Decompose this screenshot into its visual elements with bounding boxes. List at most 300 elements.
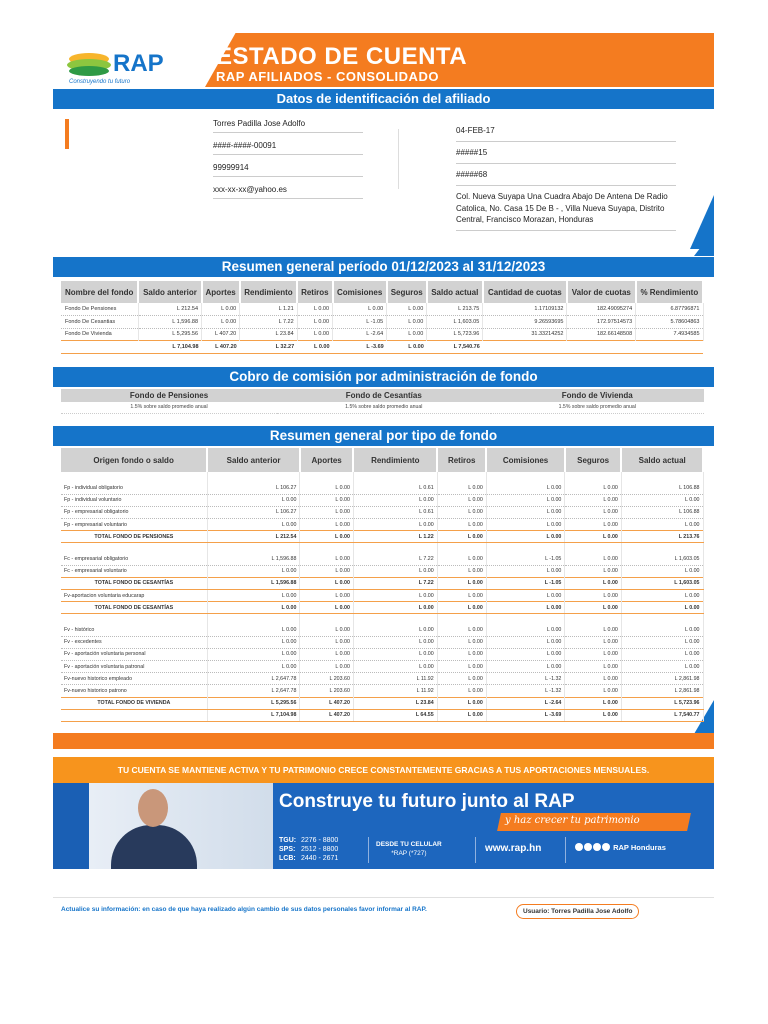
total-cell: L 407.20 [300,697,354,709]
table-cell: Fv-aportacion voluntaria educarap [61,590,207,602]
total-cell: L 5,723.96 [621,697,703,709]
total-row [61,697,703,709]
table-row [61,316,703,329]
comision-title: Cobro de comisión por administración de fondo [53,367,714,387]
spacer-row [61,472,703,482]
total-cell: L 1.22 [353,531,437,543]
table-cell: L 11.92 [353,673,437,685]
table-cell: L 0.00 [565,624,621,636]
table-cell: L 0.00 [207,590,300,602]
table-cell: L 0.00 [565,565,621,577]
spacer-cell [207,472,300,482]
table-cell: L 0.00 [353,494,437,506]
table-cell: L 0.00 [486,636,565,648]
table-cell: L 0.00 [300,590,354,602]
table-cell: L 0.00 [207,494,300,506]
column-header: Aportes [300,448,354,472]
total-cell: L 0.00 [565,602,621,614]
table-cell: L 5,295.56 [138,328,201,341]
table-cell: L 106.27 [207,506,300,518]
total-cell: L 0.00 [437,602,486,614]
spacer-cell [486,614,565,624]
phone-list [279,836,338,863]
phone-number: 2276 - 8800 [300,837,339,844]
spacer-cell [353,614,437,624]
table-cell: L 0.00 [565,685,621,697]
table-cell: L 0.00 [565,648,621,660]
table-cell: L 106.27 [207,482,300,494]
table-cell: L -2.64 [333,328,387,341]
total-cell: TOTAL FONDO DE PENSIONES [61,531,207,543]
total-row [61,577,703,589]
table-cell: L 0.00 [300,553,354,565]
table-cell: L 0.00 [621,590,703,602]
table-cell: L 0.00 [353,590,437,602]
spacer-cell [207,543,300,553]
table-cell: L 2,861.98 [621,685,703,697]
resumen-table [61,281,704,354]
total-cell: L -3.69 [486,709,565,721]
total-cell: L 0.00 [565,697,621,709]
table-cell: L 0.00 [486,565,565,577]
table-cell: L 2,647.78 [207,685,300,697]
table-cell: Fv - aportación voluntaria personal [61,648,207,660]
column-header: Fondo de Pensiones [61,389,277,402]
column-header: Saldo actual [621,448,703,472]
total-cell [61,709,207,721]
table-cell: L 0.00 [437,590,486,602]
statement-page [53,33,714,722]
cel-number: *RAP (*727) [391,850,427,857]
column-header: Fondo de Cesantías [277,389,490,402]
table-cell: L 0.00 [297,303,332,316]
table-cell: L 0.00 [207,636,300,648]
table-cell: L 0.00 [621,519,703,531]
table-cell: L 0.00 [300,565,354,577]
spacer-cell [61,472,207,482]
table-cell: 1.17109132 [483,303,567,316]
table-cell: L 0.00 [297,316,332,329]
orange-strip [53,733,714,749]
column-header: Seguros [565,448,621,472]
spacer-cell [300,614,354,624]
table-cell: L 203.60 [300,673,354,685]
table-cell: L 0.00 [353,624,437,636]
table-row [61,648,703,660]
table-cell: Fv - histórico [61,624,207,636]
total-cell: L 0.00 [486,531,565,543]
table-cell: L 203.60 [300,685,354,697]
total-cell [636,341,703,354]
total-cell: L 0.00 [300,531,354,543]
table-cell: L 0.00 [565,553,621,565]
total-cell: L 7,104.98 [138,341,201,354]
table-cell: Fp - empresarial obligatorio [61,506,207,518]
linkedin-icon[interactable] [602,843,610,851]
footer-note: Actualice su información: en caso de que haya realizado algún cambio de sus datos personales favor informar al RAP. [61,906,427,913]
table-cell: L 0.00 [300,519,354,531]
table-cell: 1.5% sobre saldo promedio anual [61,402,277,414]
table-cell: L 0.00 [207,565,300,577]
table-row [61,553,703,565]
column-header: % Rendimiento [636,281,703,303]
spacer-cell [565,614,621,624]
table-cell: L 2,861.98 [621,673,703,685]
table-cell: L 407.20 [202,328,240,341]
table-cell: L 0.00 [207,648,300,660]
table-cell: Fp - individual voluntario [61,494,207,506]
total-cell: L 0.00 [297,341,332,354]
total-cell: L 407.20 [300,709,354,721]
table-cell: L 0.00 [565,494,621,506]
table-cell: L 0.00 [437,673,486,685]
column-header: Seguros [387,281,427,303]
column-header: Comisiones [486,448,565,472]
total-cell: L 32.27 [240,341,297,354]
table-cell: Fondo De Pensiones [61,303,138,316]
phone-number: 2440 - 2671 [300,855,339,862]
total-cell: L 1,596.88 [207,577,300,589]
rap-logo [61,41,171,85]
table-cell: Fc - empresarial obligatorio [61,553,207,565]
spacer-cell [353,543,437,553]
divider [475,837,476,863]
table-cell: 182.66148508 [567,328,636,341]
total-cell: L 213.76 [621,531,703,543]
table-cell: L 0.00 [437,565,486,577]
total-cell: L 64.55 [353,709,437,721]
total-cell: L 0.00 [437,531,486,543]
table-cell: L 0.00 [353,660,437,672]
spacer-row [61,543,703,553]
facebook-icon[interactable] [575,843,583,851]
table-cell: L -1.05 [333,316,387,329]
table-row [61,519,703,531]
table-cell: L 0.00 [387,328,427,341]
divider [53,897,714,898]
affiliate-email: xxx-xx-xx@yahoo.es [213,185,363,199]
table-row [61,303,703,316]
total-cell: L 7,104.98 [207,709,300,721]
table-cell: L 0.00 [486,506,565,518]
total-row [61,602,703,614]
table-cell: L 0.00 [437,636,486,648]
table-cell: L 213.75 [427,303,483,316]
affiliate-address: Col. Nueva Suyapa Una Cuadra Abajo De Antena De Radio Catolica, No. Casa 15 De B - , Villa Nueva Suyapa, Distrito Central, Francisco Morazan, Honduras [456,191,676,231]
column-header: Aportes [202,281,240,303]
table-cell: L 0.00 [353,519,437,531]
total-cell: TOTAL FONDO DE CESANTÍAS [61,602,207,614]
column-header: Rendimiento [353,448,437,472]
table-cell: L 0.00 [565,482,621,494]
table-row [61,494,703,506]
table-cell: L 0.00 [353,648,437,660]
table-cell: L 212.54 [138,303,201,316]
table-row [61,636,703,648]
phone-city: LCB: [279,855,296,862]
total-cell: TOTAL FONDO DE CESANTÍAS [61,577,207,589]
phone-city: TGU: [279,837,297,844]
table-cell: 7.4934585 [636,328,703,341]
spacer-cell [565,472,621,482]
table-row [61,328,703,341]
table-cell: 172.97514573 [567,316,636,329]
table-row [61,624,703,636]
spacer-cell [61,614,207,624]
table-cell: L 0.00 [300,506,354,518]
table-cell: L -1.32 [486,673,565,685]
total-cell: L 407.20 [202,341,240,354]
phone-number: 2512 - 8800 [300,846,339,853]
total-row [61,531,703,543]
table-cell: L 0.00 [300,660,354,672]
table-cell: L 0.00 [621,636,703,648]
table-cell: L -1.32 [486,685,565,697]
user-badge: Usuario: Torres Padilla Jose Adolfo [516,904,639,919]
page-subtitle: RAP AFILIADOS - CONSOLIDADO [216,69,439,84]
banner-title: Construye tu futuro junto al RAP [279,791,575,812]
table-cell: L 0.00 [621,624,703,636]
table-cell: 5.78604863 [636,316,703,329]
table-cell: 1.5% sobre saldo promedio anual [277,402,490,414]
table-cell: L 0.00 [353,636,437,648]
column-header: Saldo anterior [207,448,300,472]
table-cell: L 0.00 [437,624,486,636]
table-cell: Fv-nuevo historico empleado [61,673,207,685]
website-link[interactable]: www.rap.hn [485,843,542,854]
spacer-cell [621,543,703,553]
affiliate-name: Torres Padilla Jose Adolfo [213,119,363,133]
total-cell: L 7,540.76 [427,341,483,354]
column-header: Nombre del fondo [61,281,138,303]
table-cell: L -1.05 [486,553,565,565]
affiliate-phone: 99999914 [213,163,363,177]
total-row [61,341,703,354]
table-cell: 9.26593695 [483,316,567,329]
column-header: Valor de cuotas [567,281,636,303]
column-header: Retiros [437,448,486,472]
table-cell: L 0.00 [207,660,300,672]
column-header: Saldo anterior [138,281,201,303]
divider [398,129,399,189]
total-cell: L 0.00 [621,602,703,614]
resumen-title: Resumen general período 01/12/2023 al 31/12/2023 [53,257,714,277]
spacer-cell [565,543,621,553]
affiliate-field-2: #####15 [456,147,676,164]
table-cell: L 0.00 [621,565,703,577]
table-cell: Fv - excedentes [61,636,207,648]
table-cell: L 106.88 [621,506,703,518]
table-cell: L 5,723.96 [427,328,483,341]
table-cell: L 1.21 [240,303,297,316]
total-cell: L 7.22 [353,577,437,589]
affiliate-field-3: #####68 [456,169,676,186]
table-cell: L 0.00 [300,482,354,494]
total-cell: L 0.00 [353,602,437,614]
logo-tagline: Construyendo tu futuro [69,79,131,85]
table-cell: L 0.61 [353,482,437,494]
table-cell: L 0.00 [300,624,354,636]
table-cell: L 1,596.88 [138,316,201,329]
page-title: ESTADO DE CUENTA [216,43,468,70]
table-cell: L 0.00 [486,648,565,660]
spacer-cell [486,472,565,482]
total-cell: L 0.00 [207,602,300,614]
table-row [61,482,703,494]
accent-corner [690,195,714,249]
table-cell: L 0.00 [565,636,621,648]
spacer-cell [437,614,486,624]
total-row [61,709,703,721]
total-cell [483,341,567,354]
table-cell: L 0.00 [621,660,703,672]
table-cell: L 0.00 [437,660,486,672]
total-cell: L -2.64 [486,697,565,709]
spacer-cell [61,543,207,553]
tipo-table [61,448,704,722]
table-cell: Fc - empresarial voluntario [61,565,207,577]
table-cell: L 0.61 [353,506,437,518]
accent-bar [65,119,69,149]
table-cell: L 0.00 [202,316,240,329]
table-cell: L 1,603.05 [427,316,483,329]
total-cell [61,341,138,354]
ident-block [53,109,714,249]
table-cell: L 7.22 [353,553,437,565]
table-row [61,590,703,602]
total-cell: L 5,295.56 [207,697,300,709]
spacer-cell [300,472,354,482]
header [53,33,714,89]
social-links[interactable] [575,843,666,852]
spacer-cell [621,472,703,482]
spacer-cell [353,472,437,482]
spacer-cell [486,543,565,553]
table-cell: 31.33214252 [483,328,567,341]
spacer-cell [437,543,486,553]
table-cell: L 0.00 [565,519,621,531]
table-cell: Fp - individual obligatorio [61,482,207,494]
table-cell: L 0.00 [565,660,621,672]
total-cell: L 23.84 [353,697,437,709]
banner-tag: y haz crecer tu patrimonio [505,815,640,826]
twitter-icon[interactable] [593,843,601,851]
promo-message: TU CUENTA SE MANTIENE ACTIVA Y TU PATRIMONIO CRECE CONSTANTEMENTE GRACIAS A TUS APORTACIONES MENSUALES. [53,757,714,783]
table-cell: L 0.00 [387,303,427,316]
table-cell: L 0.00 [486,590,565,602]
table-cell: L 0.00 [333,303,387,316]
divider [368,837,369,863]
column-header: Cantidad de cuotas [483,281,567,303]
phone-city: SPS: [279,846,296,853]
column-header: Rendimiento [240,281,297,303]
total-cell: L 0.00 [565,531,621,543]
table-cell: L 0.00 [486,519,565,531]
total-cell: L 212.54 [207,531,300,543]
table-cell: L 0.00 [353,565,437,577]
spacer-cell [437,472,486,482]
total-cell: TOTAL FONDO DE VIVIENDA [61,697,207,709]
total-cell [567,341,636,354]
table-cell: 182.49095274 [567,303,636,316]
table-cell: L 0.00 [437,482,486,494]
total-cell: L -1.05 [486,577,565,589]
spacer-row [61,614,703,624]
table-cell: L 0.00 [387,316,427,329]
table-row [61,565,703,577]
spacer-cell [621,614,703,624]
table-cell: L 0.00 [565,673,621,685]
table-cell: 6.87796871 [636,303,703,316]
column-header: Saldo actual [427,281,483,303]
table-cell: L 0.00 [621,494,703,506]
table-cell: L 0.00 [202,303,240,316]
column-header: Retiros [297,281,332,303]
table-cell: L 1,603.05 [621,553,703,565]
statement-date: 04-FEB-17 [456,125,676,142]
ident-section-title: Datos de identificación del afiliado [53,89,714,109]
spacer-cell [207,614,300,624]
table-row [61,506,703,518]
column-header: Fondo de Vivienda [491,389,704,402]
table-cell: Fp - empresarial voluntario [61,519,207,531]
table-cell: L 23.84 [240,328,297,341]
column-header: Origen fondo o saldo [61,448,207,472]
total-cell: L -3.69 [333,341,387,354]
table-cell: L 0.00 [486,482,565,494]
table-cell: L 0.00 [565,590,621,602]
table-cell: L 0.00 [300,648,354,660]
total-cell: L 7,540.77 [621,709,703,721]
table-cell: L 0.00 [297,328,332,341]
table-cell: L 11.92 [353,685,437,697]
spacer-cell [300,543,354,553]
table-cell: L 2,647.78 [207,673,300,685]
table-cell: L 0.00 [437,553,486,565]
comision-table [61,389,704,415]
total-cell: L 0.00 [565,577,621,589]
affiliate-id: ####-####-00091 [213,141,363,155]
table-cell: L 0.00 [621,648,703,660]
total-cell: L 0.00 [565,709,621,721]
table-cell: L 0.00 [300,636,354,648]
total-cell: L 0.00 [437,697,486,709]
table-cell: L 0.00 [437,506,486,518]
table-cell: L 0.00 [437,648,486,660]
cel-info [376,840,442,858]
table-row [61,660,703,672]
instagram-icon[interactable] [584,843,592,851]
table-cell: L 0.00 [207,624,300,636]
table-cell: L 0.00 [300,494,354,506]
table-cell: Fondo De Vivienda [61,328,138,341]
divider [565,837,566,863]
total-cell: L 0.00 [437,577,486,589]
table-cell: L 0.00 [565,506,621,518]
total-cell: L 0.00 [300,577,354,589]
table-cell: L 0.00 [486,660,565,672]
table-cell: L 0.00 [486,624,565,636]
total-cell: L 0.00 [300,602,354,614]
column-header: Comisiones [333,281,387,303]
tipo-title: Resumen general por tipo de fondo [53,426,714,446]
logo-text: RAP [113,50,164,77]
table-cell: 1.5% sobre saldo promedio anual [491,402,704,414]
person-illustration [138,789,168,827]
table-cell: L 0.00 [437,494,486,506]
table-cell: L 0.00 [207,519,300,531]
table-row [61,685,703,697]
